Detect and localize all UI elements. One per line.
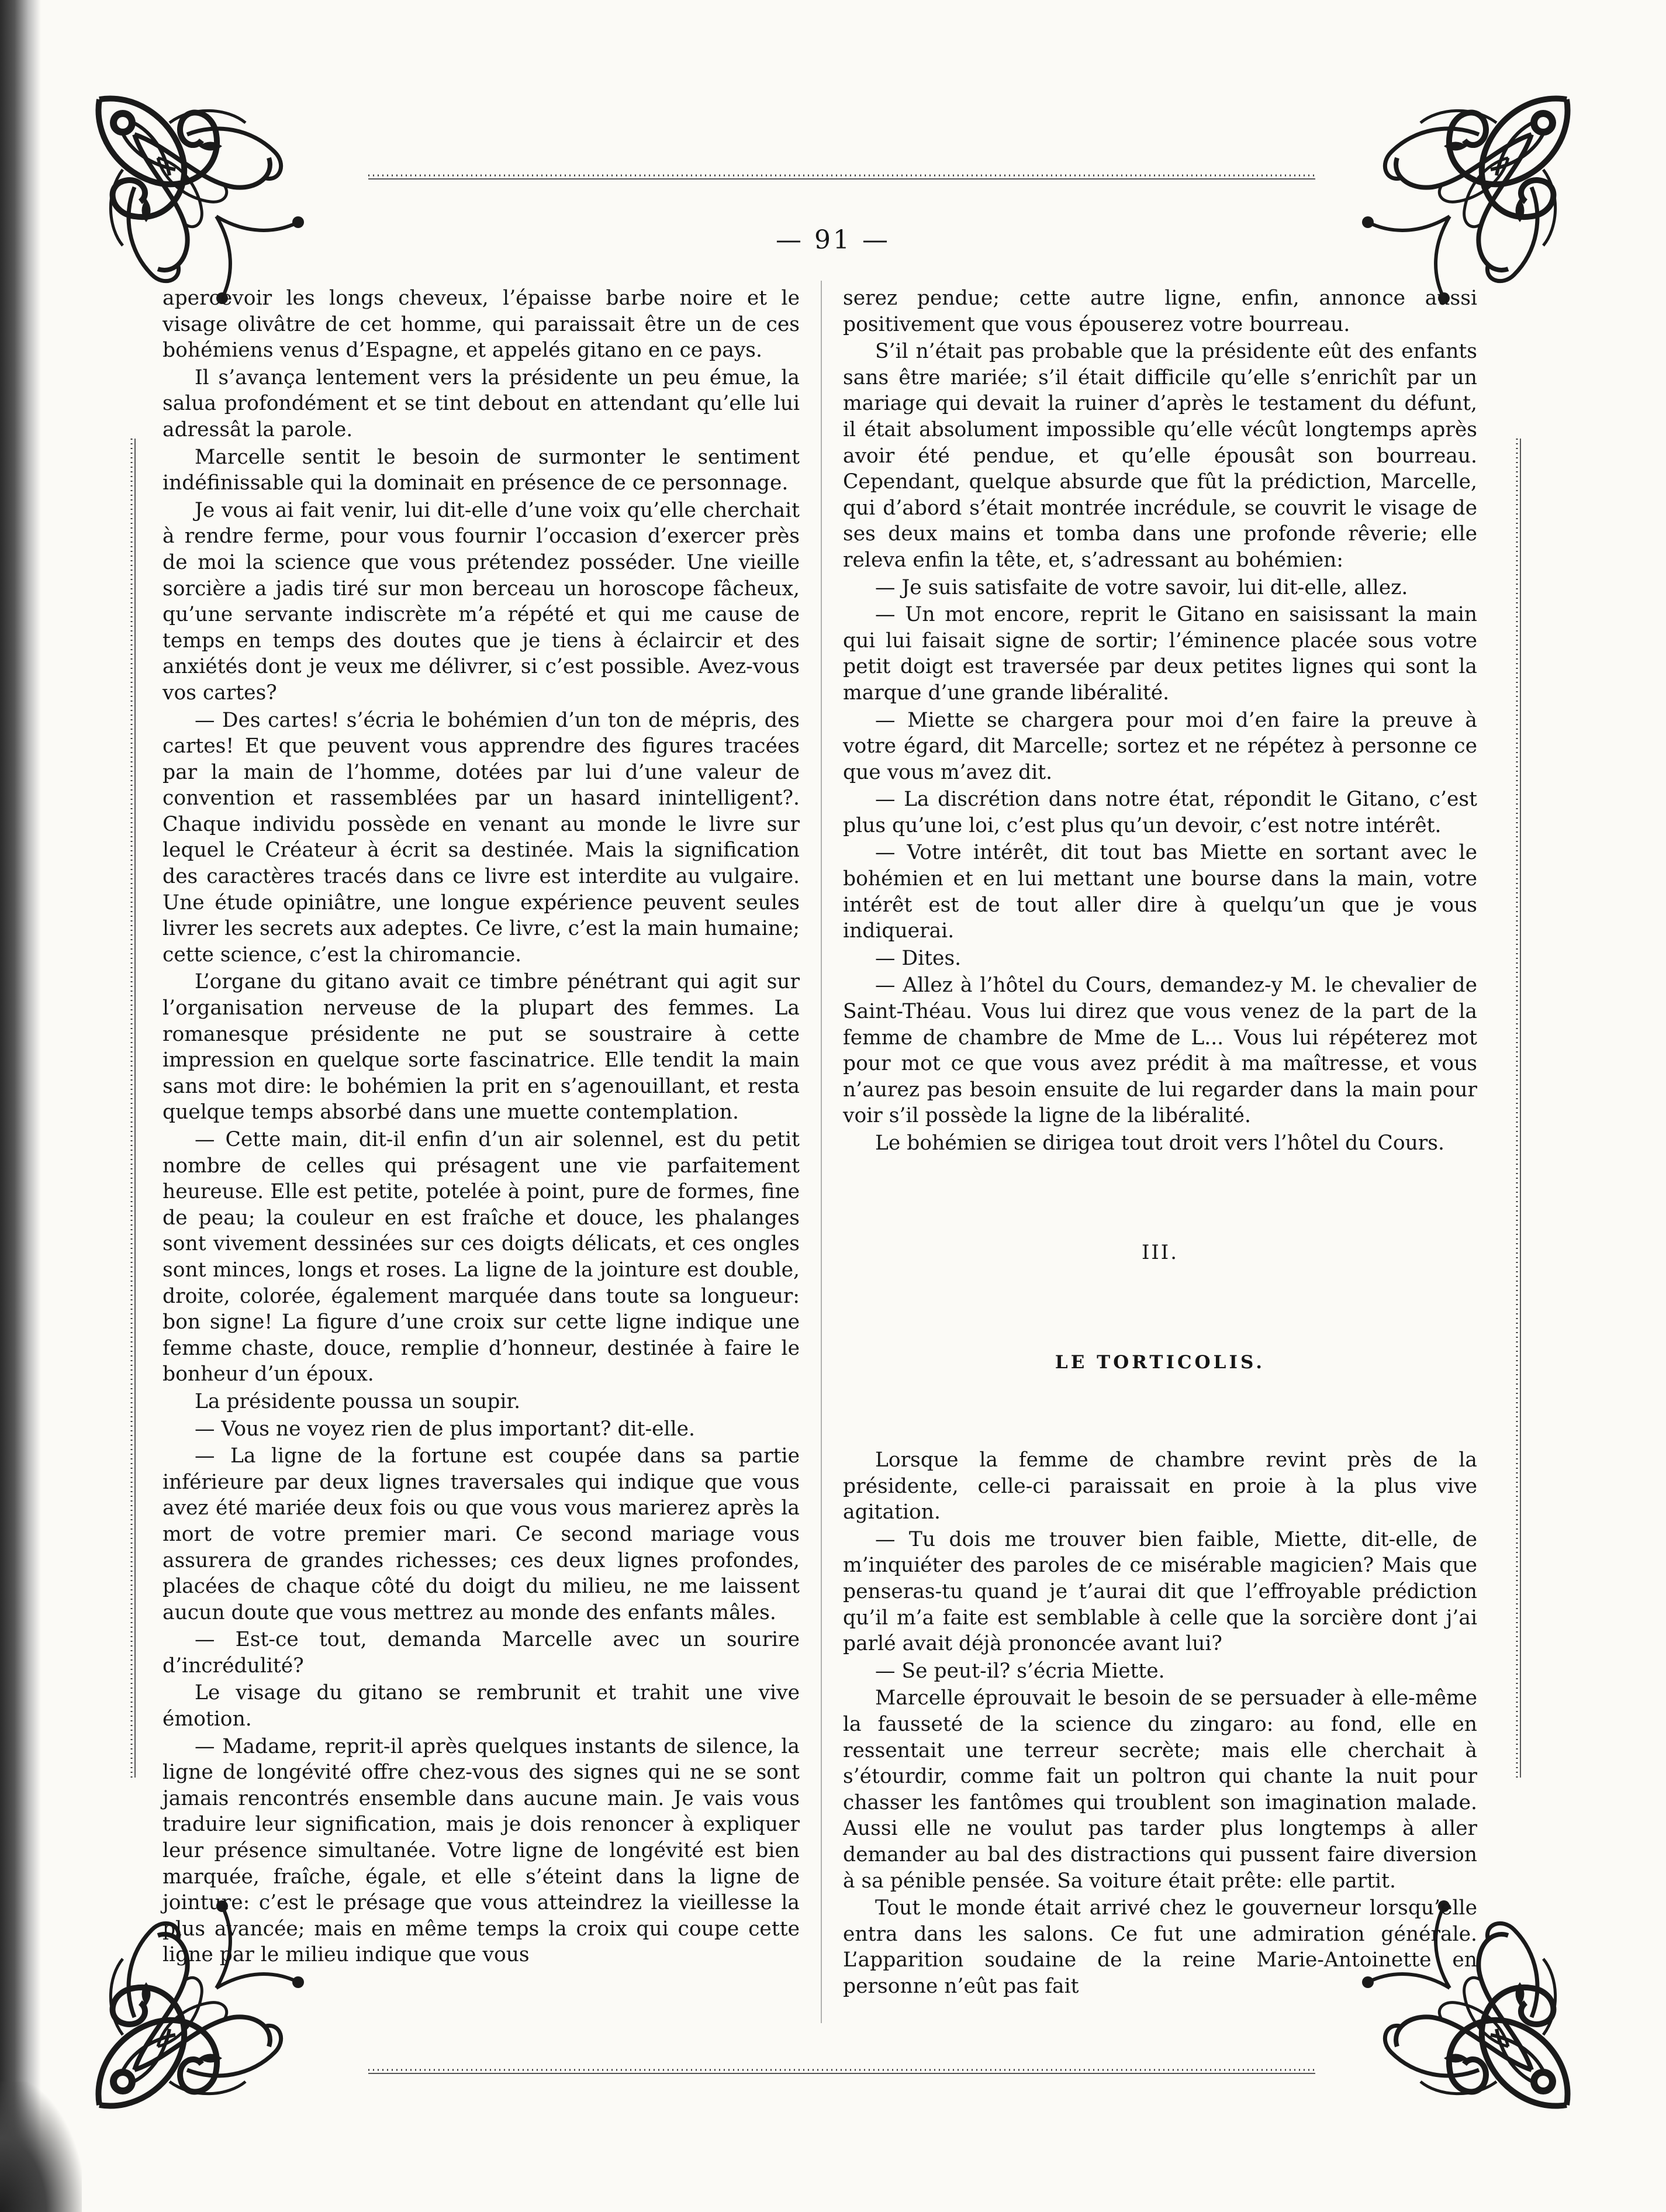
paragraph: — Est-ce tout, demanda Marcelle avec un sourire d’incrédulité? xyxy=(163,1628,800,1678)
paragraph: — Tu dois me trouver bien faible, Miette, dit-elle, de m’inquiéter des paroles de ce misérable magicien? Mais que penseras-tu quand je t’aurai dit que l’effroyable prédiction qu’il m’a faite est semblable à celle que la sorcière dont j’ai parlé avait déjà prononcée avant lui? xyxy=(843,1527,1477,1656)
paragraph: Le visage du gitano se rembrunit et trahit une vive émotion. xyxy=(163,1681,800,1731)
paragraph: L’organe du gitano avait ce timbre pénétrant qui agit sur l’organisation nerveuse de la plupart des femmes. La romanesque présidente ne put se soustraire à cette impression en quelque sorte fascinatrice. Elle tendit la main sans mot dire: le bohémien la prit en s’agenouillant, et resta quelque temps absorbé dans une muette contemplation. xyxy=(163,970,800,1124)
paragraph: La présidente poussa un soupir. xyxy=(195,1389,521,1413)
paragraph: — La ligne de la fortune est coupée dans sa partie inférieure par deux lignes traversales qui indique que vous avez été mariée deux fois ou que vous vous marierez après la mort de votre premier mari. Ce second mariage vous assurera de grandes richesses; ces deux lignes profondes, placées de chaque côté du doigt du milieu, ne me laissent aucun doute que vous mettrez au monde des enfants mâles. xyxy=(163,1444,800,1624)
paragraph: — Dites. xyxy=(875,946,962,970)
paragraph: — Miette se chargera pour moi d’en faire la preuve à votre égard, dit Marcelle; sortez et ne répétez à personne ce que vous m’avez dit. xyxy=(843,708,1477,784)
paragraph: Il s’avança lentement vers la présidente un peu émue, la salua profondément et se tint debout en attendant qu’elle lui adressât la parole. xyxy=(163,365,800,441)
ornament-top-left xyxy=(98,98,304,304)
paragraph: — Cette main, dit-il enfin d’un air solennel, est du petit nombre de celles qui présagent une vie parfaitement heureuse. Elle est petite, potelée à point, pure de formes, fine de peau; la couleur en est fraîche et douce, les phalanges sont vivement dessinées sur ces doigts délicats, et ces ongles sont minces, longs et roses. La ligne de la jointure est double, droite, colorée, également marquée dans toute sa longueur: bon signe! La figure d’une croix sur cette ligne indique une femme chaste, douce, remplie d’honneur, destinée à faire le bonheur d’un époux. xyxy=(163,1128,800,1386)
ornament-top-right xyxy=(1362,98,1568,304)
paragraph: apercevoir les longs cheveux, l’épaisse barbe noire et le visage olivâtre de cet homme, qui paraissait être un de ces bohémiens venus d’Espagne, et appelés gitano en ce pays. xyxy=(163,287,800,363)
paragraph: — Votre intérêt, dit tout bas Miette en sortant avec le bohémien et en lui mettant une bourse dans la main, votre intérêt est de tout aller dire à quelqu’un que je vous indiquerai. xyxy=(843,841,1477,943)
paragraph: — Madame, reprit-il après quelques instants de silence, la ligne de longévité offre chez-vous des signes qui ne se sont jamais rencontrés ensemble dans aucune main. Je vais vous traduire leur signification, mais je dois renoncer à expliquer leur présence simultanée. Votre ligne de longévité est bien marquée, fraîche, égale, et elle s’éteint dans la ligne de jointure: c’est le présage que vous atteindrez la vieillesse la plus avancée; mais en même temps la croix qui coupe cette ligne par le milieu indique que vous xyxy=(163,1734,800,1967)
paragraph: S’il n’était pas probable que la présidente eût des enfants sans être mariée; s’il était difficile qu’elle s’enrichît par un mariage qui devait la ruiner d’après le testament du défunt, il était absolument impossible qu’elle vécût longtemps après avoir été pendue, et qu’elle épousât son bourreau. Cependant, quelque absurde que fût la prédiction, Marcelle, qui d’abord s’était montrée incrédule, se couvrit le visage de ses deux mains et tomba dans une profonde rêverie; elle releva enfin la tête, et, s’adressant au bohémien: xyxy=(843,340,1477,572)
paragraph: serez pendue; cette autre ligne, enfin, annonce aussi positivement que vous épouserez votre bourreau. xyxy=(843,287,1477,336)
page-number: — 91 — xyxy=(776,225,890,255)
chapter-number: III. xyxy=(1141,1241,1179,1264)
right-column-continued xyxy=(843,1447,1477,2000)
chapter-title: LE TORTICOLIS. xyxy=(1055,1352,1266,1373)
paragraph: — La discrétion dans notre état, répondit le Gitano, c’est plus qu’une loi, c’est plus qu’un devoir, c’est notre intérêt. xyxy=(843,788,1477,837)
paragraph: Marcelle éprouvait le besoin de se persuader à elle-même la fausseté de la science du zingaro: au fond, elle en ressentait une terreur secrète; mais elle cherchait à s’étourdir, comme fait un poltron qui chante la nuit pour chasser les fantômes qui troublent son imagination malade. Aussi elle ne voulut pas tarder plus longtemps à aller demander au bal des distractions qui pussent faire diversion à sa pénible pensée. Sa voiture était prête: elle partit. xyxy=(843,1686,1477,1893)
paragraph: Je vous ai fait venir, lui dit-elle d’une voix qu’elle cherchait à rendre ferme, pour vous fournir l’occasion d’exercer près de moi la science que vous prétendez posséder. Une vieille sorcière a jadis tiré sur mon berceau un horoscope fâcheux, qu’une servante indiscrète m’a répété et qui me cause de temps en temps des doutes que je tiens à éclaircir et des anxiétés dont je veux me délivrer, si c’est possible. Avez-vous vos cartes? xyxy=(163,498,800,705)
paragraph: Le bohémien se dirigea tout droit vers l’hôtel du Cours. xyxy=(875,1131,1444,1155)
paragraph: — Vous ne voyez rien de plus important? dit-elle. xyxy=(195,1417,695,1441)
paragraph: — Allez à l’hôtel du Cours, demandez-y M. le chevalier de Saint-Théau. Vous lui direz que vous venez de la part de la femme de chambre de Mme de L... Vous lui répéterez mot pour mot ce que vous avez prédit à ma maîtresse, et vous n’aurez pas besoin ensuite de lui regarder dans la main pour voir s’il possède la ligne de la libéralité. xyxy=(843,974,1477,1128)
paragraph: — Un mot encore, reprit le Gitano en saisissant la main qui lui faisait signe de sortir; l’éminence placée sous votre petit doigt est traversée par deux petites lignes qui sont la marque d’une grande libéralité. xyxy=(843,603,1477,705)
paragraph: Lorsque la femme de chambre revint près de la présidente, celle-ci paraissait en proie à la plus vive agitation. xyxy=(843,1448,1477,1524)
paragraph: Marcelle sentit le besoin de surmonter le sentiment indéfinissable qui la dominait en présence de ce personnage. xyxy=(163,445,800,495)
paragraph: Tout le monde était arrivé chez le gouverneur lorsqu’elle entra dans les salons. Ce fut une admiration générale. L’apparition soudaine de la reine Marie-Antoinette en personne n’eût pas fait xyxy=(843,1896,1477,1998)
paragraph: — Des cartes! s’écria le bohémien d’un ton de mépris, des cartes! Et que peuvent vous apprendre des figures tracées par la main de l’homme, dotées par lui d’une valeur de convention et rassemblées par un hasard inintelligent?. Chaque individu possède en venant au monde le livre sur lequel le Créateur à écrit sa destinée. Mais la signification des caractères tracés dans ce livre est interdite au vulgaire. Une étude opiniâtre, une longue expérience peuvent seules livrer les secrets aux adeptes. Ce livre, c’est la main humaine; cette science, c’est la chiromancie. xyxy=(163,708,800,967)
right-column xyxy=(843,285,1477,1158)
left-column xyxy=(163,285,800,1969)
paragraph: — Se peut-il? s’écria Miette. xyxy=(875,1659,1165,1683)
column-divider xyxy=(821,281,822,2023)
paragraph: — Je suis satisfaite de votre savoir, lui dit-elle, allez. xyxy=(875,575,1408,599)
